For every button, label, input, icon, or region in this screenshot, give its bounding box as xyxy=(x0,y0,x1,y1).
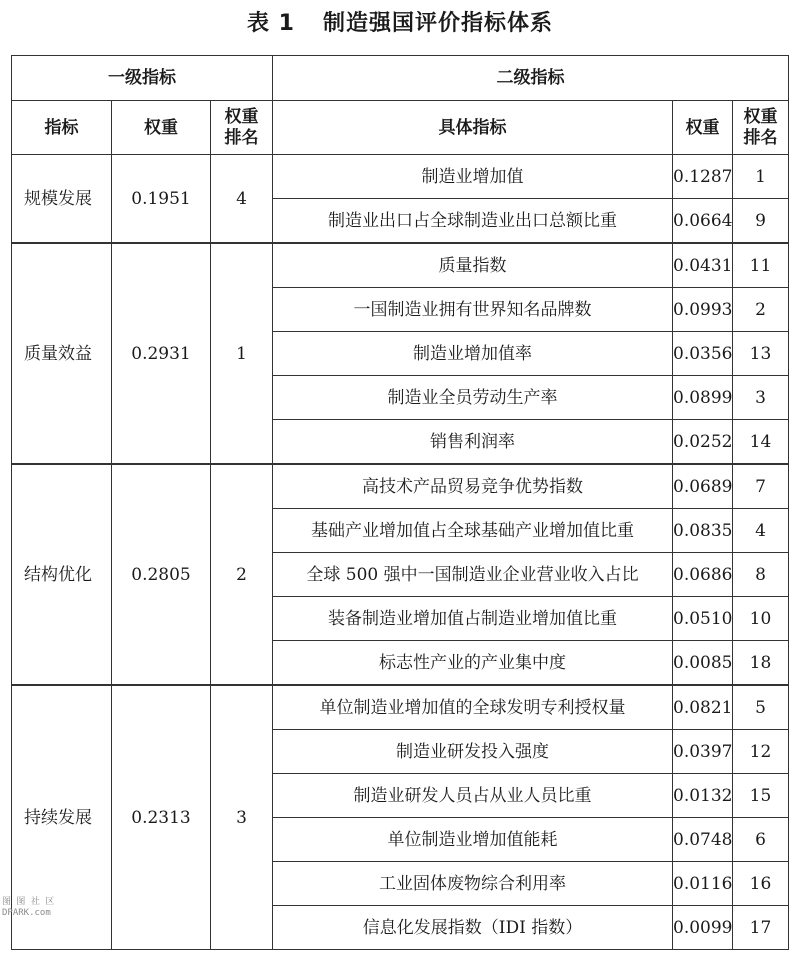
item-weight: 0.0431 xyxy=(673,243,733,288)
item-rank: 5 xyxy=(733,685,789,730)
item-rank: 10 xyxy=(733,597,789,641)
header-row-level xyxy=(12,56,789,101)
item-weight: 0.0993 xyxy=(673,288,733,332)
item-name: 制造业增加值 xyxy=(273,155,673,199)
table-row xyxy=(12,243,789,288)
header-weight-rank2-text: 权重排名 xyxy=(743,106,778,148)
group-name: 质量效益 xyxy=(12,243,112,464)
item-rank: 11 xyxy=(733,243,789,288)
item-name: 标志性产业的产业集中度 xyxy=(273,641,673,686)
item-weight: 0.0835 xyxy=(673,509,733,553)
group-weight: 0.2931 xyxy=(112,243,211,464)
item-weight: 0.0132 xyxy=(673,774,733,818)
item-name: 单位制造业增加值能耗 xyxy=(273,818,673,862)
item-name: 制造业研发人员占从业人员比重 xyxy=(273,774,673,818)
item-weight: 0.0899 xyxy=(673,376,733,420)
indicator-table xyxy=(11,55,789,950)
group-rank: 3 xyxy=(211,685,273,950)
group-rank: 4 xyxy=(211,155,273,244)
group-rank: 1 xyxy=(211,243,273,464)
table-title: 制造强国评价指标体系 xyxy=(322,11,553,36)
item-rank: 3 xyxy=(733,376,789,420)
header-indicator: 指标 xyxy=(12,101,112,155)
header-weight-rank-text: 权重排名 xyxy=(224,106,259,148)
header-weight-rank2 xyxy=(733,101,789,155)
header-row-columns xyxy=(12,101,789,155)
watermark-line2: DPARK.com xyxy=(2,908,51,918)
item-rank: 6 xyxy=(733,818,789,862)
item-rank: 14 xyxy=(733,420,789,465)
group-name: 结构优化 xyxy=(12,464,112,685)
item-rank: 9 xyxy=(733,199,789,244)
item-name: 制造业研发投入强度 xyxy=(273,730,673,774)
item-name: 高技术产品贸易竞争优势指数 xyxy=(273,464,673,509)
item-rank: 13 xyxy=(733,332,789,376)
item-weight: 0.0821 xyxy=(673,685,733,730)
table-body xyxy=(12,155,789,950)
watermark xyxy=(2,897,72,919)
item-weight: 0.1287 xyxy=(673,155,733,199)
item-weight: 0.0099 xyxy=(673,906,733,950)
item-rank: 15 xyxy=(733,774,789,818)
group-name: 持续发展 xyxy=(12,685,112,950)
item-rank: 1 xyxy=(733,155,789,199)
item-rank: 7 xyxy=(733,464,789,509)
item-rank: 12 xyxy=(733,730,789,774)
header-level1: 一级指标 xyxy=(12,56,273,101)
group-weight: 0.2313 xyxy=(112,685,211,950)
item-name: 单位制造业增加值的全球发明专利授权量 xyxy=(273,685,673,730)
item-name: 工业固体废物综合利用率 xyxy=(273,862,673,906)
item-name: 装备制造业增加值占制造业增加值比重 xyxy=(273,597,673,641)
table-row xyxy=(12,464,789,509)
item-name: 信息化发展指数（IDI 指数） xyxy=(273,906,673,950)
item-rank: 18 xyxy=(733,641,789,686)
item-name: 销售利润率 xyxy=(273,420,673,465)
item-weight: 0.0356 xyxy=(673,332,733,376)
item-weight: 0.0510 xyxy=(673,597,733,641)
table-row xyxy=(12,155,789,199)
item-weight: 0.0664 xyxy=(673,199,733,244)
item-rank: 16 xyxy=(733,862,789,906)
item-name: 制造业增加值率 xyxy=(273,332,673,376)
item-weight: 0.0116 xyxy=(673,862,733,906)
watermark-line1: 图 图 社 区 xyxy=(2,897,55,907)
item-rank: 2 xyxy=(733,288,789,332)
item-rank: 17 xyxy=(733,906,789,950)
item-weight: 0.0252 xyxy=(673,420,733,465)
group-weight: 0.1951 xyxy=(112,155,211,244)
item-name: 全球 500 强中一国制造业企业营业收入占比 xyxy=(273,553,673,597)
header-weight-rank xyxy=(211,101,273,155)
table-caption xyxy=(0,6,800,37)
header-weight2: 权重 xyxy=(673,101,733,155)
header-level2: 二级指标 xyxy=(273,56,789,101)
item-weight: 0.0689 xyxy=(673,464,733,509)
item-name: 质量指数 xyxy=(273,243,673,288)
item-weight: 0.0748 xyxy=(673,818,733,862)
table-number: 表 1 xyxy=(247,11,295,36)
item-name: 基础产业增加值占全球基础产业增加值比重 xyxy=(273,509,673,553)
item-name: 制造业出口占全球制造业出口总额比重 xyxy=(273,199,673,244)
group-rank: 2 xyxy=(211,464,273,685)
header-specific-indicator: 具体指标 xyxy=(273,101,673,155)
item-weight: 0.0397 xyxy=(673,730,733,774)
header-weight: 权重 xyxy=(112,101,211,155)
item-weight: 0.0686 xyxy=(673,553,733,597)
item-name: 制造业全员劳动生产率 xyxy=(273,376,673,420)
table-row xyxy=(12,685,789,730)
item-name: 一国制造业拥有世界知名品牌数 xyxy=(273,288,673,332)
item-rank: 8 xyxy=(733,553,789,597)
item-rank: 4 xyxy=(733,509,789,553)
group-weight: 0.2805 xyxy=(112,464,211,685)
group-name: 规模发展 xyxy=(12,155,112,244)
item-weight: 0.0085 xyxy=(673,641,733,686)
